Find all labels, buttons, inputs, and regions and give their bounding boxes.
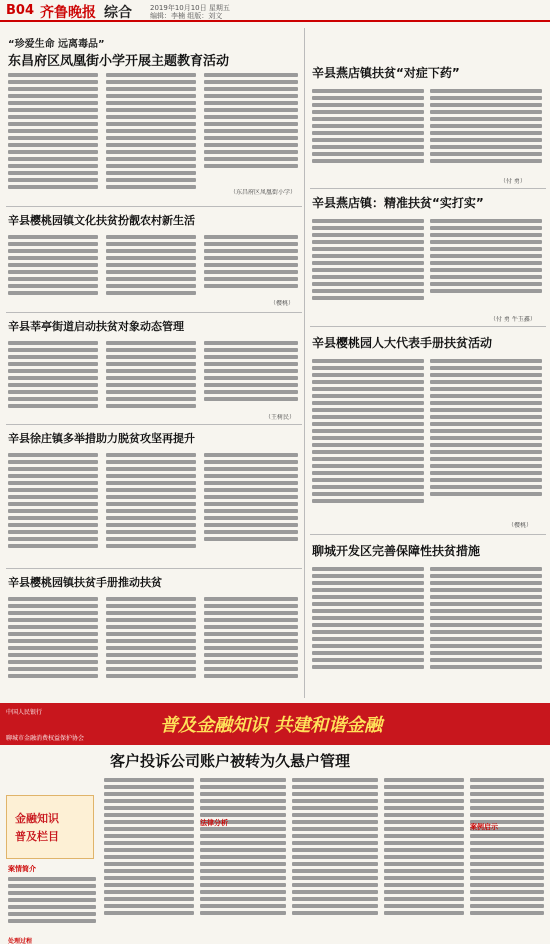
tag-line-1: 金融知识: [15, 812, 59, 825]
article-column: [8, 594, 98, 694]
divider: [310, 326, 546, 327]
story-column: [8, 874, 96, 934]
section-label: 案例启示: [470, 823, 498, 831]
article-title: 辛县樱桃园镇文化扶贫扮靓农村新生活: [8, 214, 195, 227]
tag-line-2: 普及栏目: [15, 830, 59, 843]
divider: [6, 312, 302, 313]
story-column: [292, 775, 378, 935]
finance-banner: [0, 703, 550, 745]
column-divider: [304, 28, 305, 698]
banner-title: 普及金融知识 共建和谐金融: [160, 715, 383, 736]
article-column: [204, 338, 298, 418]
story-column: [384, 775, 464, 935]
article-column: [8, 232, 98, 302]
byline: （王树民）: [265, 414, 296, 421]
divider: [310, 534, 546, 535]
page-number: B04: [6, 3, 34, 18]
byline: （东昌府区凤凰街小学）: [230, 189, 297, 196]
article-title: 辛县燕店镇：精准扶贫“实打实”: [312, 196, 484, 210]
byline: （付 勇 牛玉鑫）: [490, 316, 536, 323]
article-title: 辛县徐庄镇多举措助力脱贫攻坚再提升: [8, 432, 195, 445]
section-name: 综合: [104, 5, 132, 21]
newspaper-logo: 齐鲁晚报: [40, 5, 96, 21]
article-column: [204, 450, 298, 562]
article-title: 辛县樱桃园人大代表手册扶贫活动: [312, 336, 493, 350]
article-column: [430, 86, 542, 176]
banner-org: 中国人民银行: [6, 709, 43, 716]
article-column: [8, 338, 98, 418]
divider: [6, 424, 302, 425]
article-column: [312, 86, 424, 176]
article-column: [430, 356, 542, 526]
article-column: [106, 450, 196, 562]
divider: [6, 568, 302, 569]
article-title: 聊城开发区完善保障性扶贫措施: [312, 544, 481, 558]
article-column: [204, 232, 298, 302]
article-column: [430, 216, 542, 316]
article-title: 辛县莘亭街道启动扶贫对象动态管理: [8, 320, 184, 333]
section-label: 处理过程: [8, 938, 33, 944]
article-column: [312, 216, 424, 316]
article-column: [204, 70, 298, 190]
article-column: [312, 564, 424, 694]
divider: [310, 188, 546, 189]
byline: （樱桃）: [508, 522, 533, 529]
byline: （樱桃）: [270, 300, 295, 307]
article-column: [106, 338, 196, 418]
story-column: [200, 775, 286, 935]
article-column: [106, 70, 196, 200]
article-column: [8, 450, 98, 562]
column-tag: [6, 795, 94, 859]
article-kicker: “珍爱生命 远离毒品”: [8, 39, 105, 50]
article-title: 东昌府区凤凰街小学开展主题教育活动: [8, 54, 230, 69]
section-label: 案情简介: [8, 865, 36, 873]
article-title: 辛县樱桃园镇扶贫手册推动扶贫: [8, 576, 162, 589]
article-column: [106, 232, 196, 302]
article-column: [106, 594, 196, 694]
divider: [6, 206, 302, 207]
byline: （付 勇）: [500, 178, 526, 185]
story-column: [104, 775, 194, 935]
story-title: 客户投诉公司账户被转为久悬户管理: [110, 752, 351, 770]
section-label: 法律分析: [200, 819, 228, 827]
banner-sponsor: 聊城市金融消费权益保护协会: [6, 735, 85, 742]
story-column: [470, 775, 544, 935]
article-column: [204, 594, 298, 694]
article-title: 辛县燕店镇扶贫“对症下药”: [312, 66, 460, 80]
issue-date: 2019年10月10日 星期五: [150, 4, 230, 12]
issue-editors: 编辑：李楠 组版：刘文: [150, 12, 223, 20]
issue-meta: [150, 4, 230, 20]
article-column: [8, 70, 98, 200]
article-column: [312, 356, 424, 526]
article-column: [430, 564, 542, 694]
